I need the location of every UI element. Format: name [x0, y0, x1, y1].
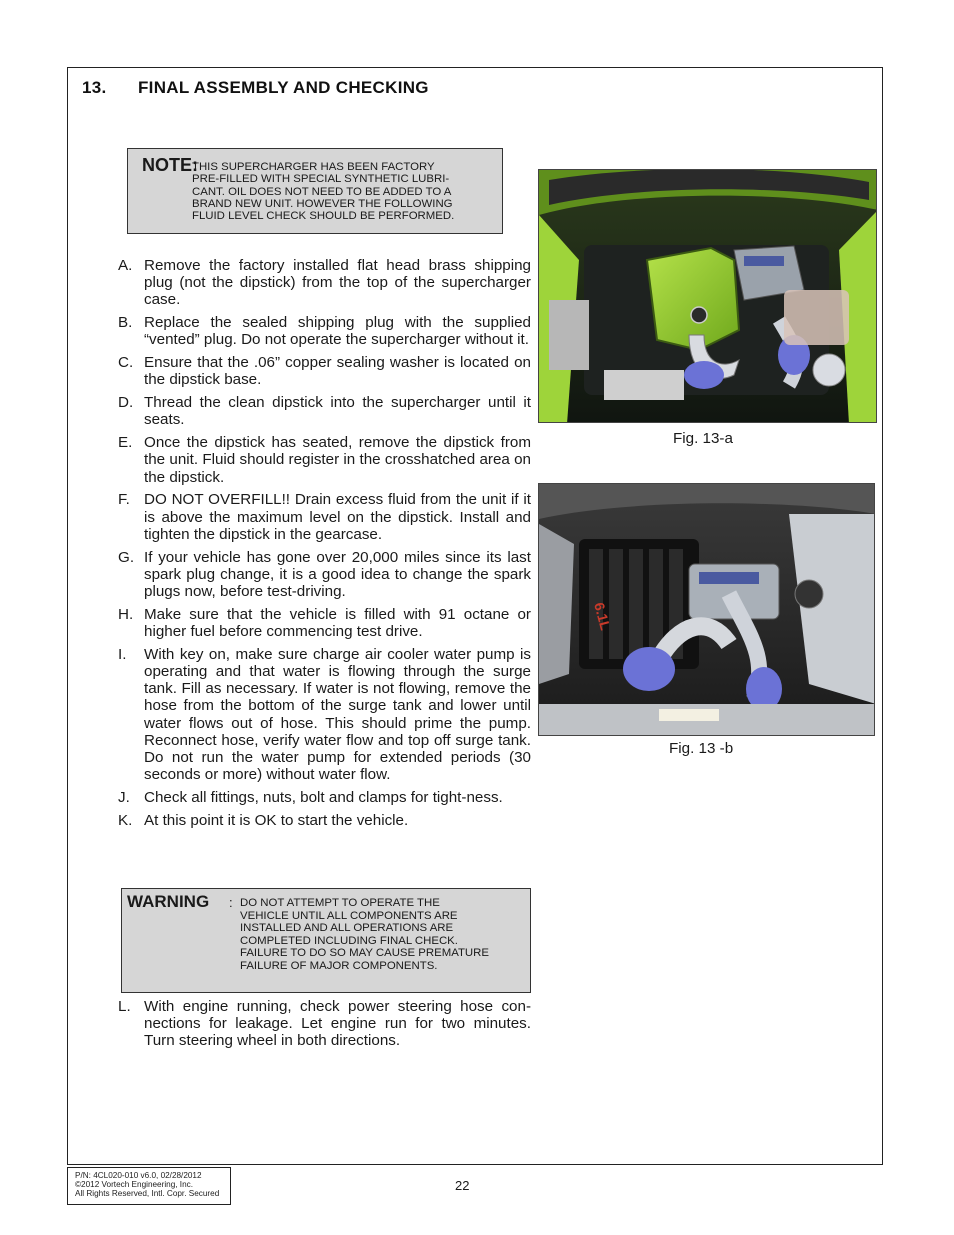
- step-text: Replace the sealed shipping plug with the supplied “vented” plug. Do not operate the supercharger without it.: [144, 314, 531, 349]
- step-letter: B.: [118, 314, 133, 332]
- step-item-l: [118, 998, 531, 1050]
- step-item: [118, 354, 531, 388]
- engine-badge: 6.1L: [591, 600, 614, 632]
- warning-line: COMPLETED INCLUDING FINAL CHECK.: [240, 934, 458, 947]
- section-heading: [82, 78, 429, 98]
- engine-bay-green-illustration: [539, 170, 877, 423]
- step-text: Thread the clean dipstick into the supercharger until it seats.: [144, 394, 531, 429]
- footer-line: All Rights Reserved, Intl. Copr. Secured: [75, 1189, 220, 1199]
- engine-bay-closeup-illustration: [539, 484, 875, 736]
- note-line: BRAND NEW UNIT. HOWEVER THE FOLLOWING: [192, 197, 453, 210]
- step-letter: G.: [118, 548, 135, 566]
- step-item: [118, 314, 531, 348]
- step-letter: J.: [118, 789, 130, 807]
- note-line: PRE-FILLED WITH SPECIAL SYNTHETIC LUBRI-: [192, 173, 450, 186]
- section-title: FINAL ASSEMBLY AND CHECKING: [138, 78, 429, 97]
- step-text: Remove the factory installed flat head brass shipping plug (not the dipstick) from the top of the supercharger case.: [144, 257, 531, 309]
- step-letter: L.: [118, 998, 131, 1015]
- warning-line: DO NOT ATTEMPT TO OPERATE THE: [240, 897, 440, 909]
- step-text: Check all fittings, nuts, bolt and clamps for tight-ness.: [144, 789, 503, 807]
- step-text: Once the dipstick has seated, remove the dipstick from the unit. Fluid should register in the crosshatched area on the dipstick.: [144, 434, 531, 486]
- footer-line: P/N: 4CL020-010 v6.0, 02/28/2012: [75, 1171, 202, 1180]
- step-letter: I.: [118, 645, 127, 663]
- step-text: With engine running, check power steering hose con-nections for leakage. Let engine run for two minutes. Turn steering wheel in both directions.: [144, 998, 531, 1050]
- step-item: [118, 606, 531, 640]
- warning-box: [121, 888, 531, 993]
- page-number: 22: [455, 1178, 470, 1193]
- step-text: Ensure that the .06” copper sealing washer is located on the dipstick base.: [144, 354, 531, 389]
- step-item: [118, 257, 531, 309]
- step-text: With key on, make sure charge air cooler water pump is operating and that water is flowing through the surge tank. Fill as necessary. If water is not flowing, remove the hose from the bottom of the surge tank and lower until water flows out of hose. This should prime the pump. Reconnect hose, verify water flow and top off surge tank. Do not run the water pump for extended periods (30 seconds or more) without water flow.: [144, 645, 531, 784]
- step-item: [118, 789, 531, 806]
- step-text: At this point it is OK to start the vehicle.: [144, 811, 409, 829]
- figure-13a-photo: [538, 169, 877, 423]
- warning-text: [240, 897, 525, 973]
- note-line: FLUID LEVEL CHECK SHOULD BE PERFORMED.: [192, 210, 455, 223]
- step-letter: A.: [118, 257, 133, 274]
- figure-13a-caption: Fig. 13-a: [673, 430, 733, 447]
- note-text: [192, 161, 496, 222]
- step-letter: H.: [118, 605, 134, 623]
- figure-13b-caption: Fig. 13 -b: [669, 740, 734, 757]
- warning-line: VEHICLE UNTIL ALL COMPONENTS ARE: [240, 909, 458, 922]
- step-item: [118, 434, 531, 486]
- step-item: [118, 646, 531, 784]
- warning-line: FAILURE OF MAJOR COMPONENTS.: [240, 959, 438, 972]
- step-letter: K.: [118, 811, 133, 829]
- step-text: If your vehicle has gone over 20,000 miles since its last spark plug change, it is a good idea to change the spark plugs now, before test-driving.: [144, 548, 531, 601]
- footer-text: [75, 1171, 219, 1199]
- step-letter: E.: [118, 434, 133, 452]
- step-item: [118, 812, 531, 829]
- warning-colon: :: [229, 895, 233, 910]
- footer-part-info: [67, 1167, 231, 1205]
- step-letter: D.: [118, 394, 134, 412]
- step-item: [118, 491, 531, 543]
- step-text: DO NOT OVERFILL!! Drain excess fluid from the unit if it is above the maximum level on the dipstick. Install and tighten the dipstick in the gearcase.: [144, 491, 531, 543]
- step-letter: C.: [118, 354, 134, 372]
- step-item: [118, 394, 531, 428]
- figure-13b-photo: [538, 483, 875, 736]
- step-text: Make sure that the vehicle is filled with 91 octane or higher fuel before commencing test drive.: [144, 605, 531, 641]
- note-line: CANT. OIL DOES NOT NEED TO BE ADDED TO A: [192, 185, 452, 198]
- section-number: 13.: [82, 78, 107, 97]
- step-item: [118, 549, 531, 601]
- warning-line: INSTALLED AND ALL OPERATIONS ARE: [240, 922, 454, 935]
- procedure-steps: [118, 257, 531, 835]
- footer-line: ©2012 Vortech Engineering, Inc.: [75, 1180, 194, 1190]
- note-line: THIS SUPERCHARGER HAS BEEN FACTORY: [192, 161, 435, 173]
- note-label: NOTE:: [142, 155, 198, 175]
- warning-line: FAILURE TO DO SO MAY CAUSE PREMATURE: [240, 947, 489, 960]
- note-box: [127, 148, 503, 234]
- step-letter: F.: [118, 491, 130, 509]
- warning-label: WARNING: [127, 892, 210, 911]
